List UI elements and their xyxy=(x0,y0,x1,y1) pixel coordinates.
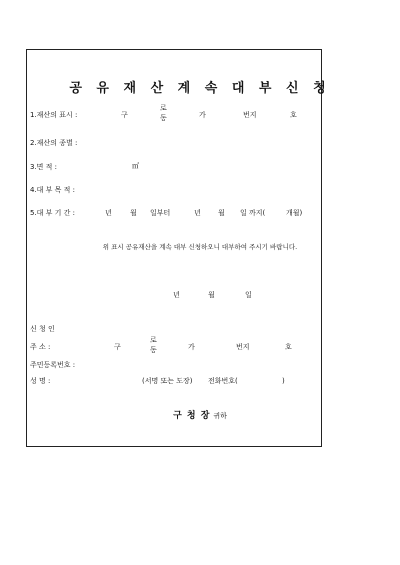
property-beonji: 번지 xyxy=(243,111,257,119)
date-year: 년 xyxy=(173,291,180,299)
period-from: 일부터 xyxy=(150,209,171,217)
property-ro-dong xyxy=(160,103,167,123)
address-gu: 구 xyxy=(114,343,121,351)
period-month2: 월 xyxy=(218,209,225,217)
resident-number-label: 주민등록번호 : xyxy=(30,361,76,369)
signature-note: (서명 또는 도장) xyxy=(142,377,193,385)
area-unit: ㎡ xyxy=(132,162,139,170)
form-title: 공 유 재 산 계 속 대 부 신 청 xyxy=(69,81,331,96)
address-ro-dong xyxy=(150,335,157,355)
address-ho: 호 xyxy=(285,343,292,351)
property-dong: 동 xyxy=(160,114,167,122)
address-beonji: 번지 xyxy=(236,343,250,351)
date-month: 월 xyxy=(208,291,215,299)
property-ro: 로 xyxy=(160,104,167,112)
address-dong: 동 xyxy=(150,346,157,354)
period-month1: 월 xyxy=(130,209,137,217)
addressee-suffix: 귀하 xyxy=(213,412,227,420)
address-ga: 가 xyxy=(188,343,195,351)
area-label: 3.면 적 : xyxy=(30,163,58,171)
addressee-office: 구 청 장 xyxy=(173,411,211,421)
name-label: 성 명 : xyxy=(30,377,51,385)
period-until: 일 까지( xyxy=(240,209,266,217)
address-label: 주 소 : xyxy=(30,343,51,351)
period-year2: 년 xyxy=(194,209,201,217)
category-label: 2.재산의 종별 : xyxy=(30,139,78,147)
period-year1: 년 xyxy=(105,209,112,217)
property-gu: 구 xyxy=(121,111,128,119)
applicant-heading: 신 청 인 xyxy=(30,325,55,333)
phone-close: ) xyxy=(282,377,285,385)
period-months: 개월) xyxy=(286,209,303,217)
purpose-label: 4.대 부 목 적 : xyxy=(30,186,75,194)
property-ho: 호 xyxy=(290,111,297,119)
period-label: 5.대 부 기 간 : xyxy=(30,209,75,217)
property-label: 1.재산의 표시 : xyxy=(30,111,78,119)
addressee xyxy=(0,412,400,421)
property-ga: 가 xyxy=(199,111,206,119)
address-ro: 로 xyxy=(150,336,157,344)
application-statement: 위 표시 공유재산을 계속 대부 신청하오니 대부하여 주시기 바랍니다. xyxy=(102,243,298,251)
date-day: 일 xyxy=(245,291,252,299)
phone-label: 전화번호( xyxy=(208,377,238,385)
